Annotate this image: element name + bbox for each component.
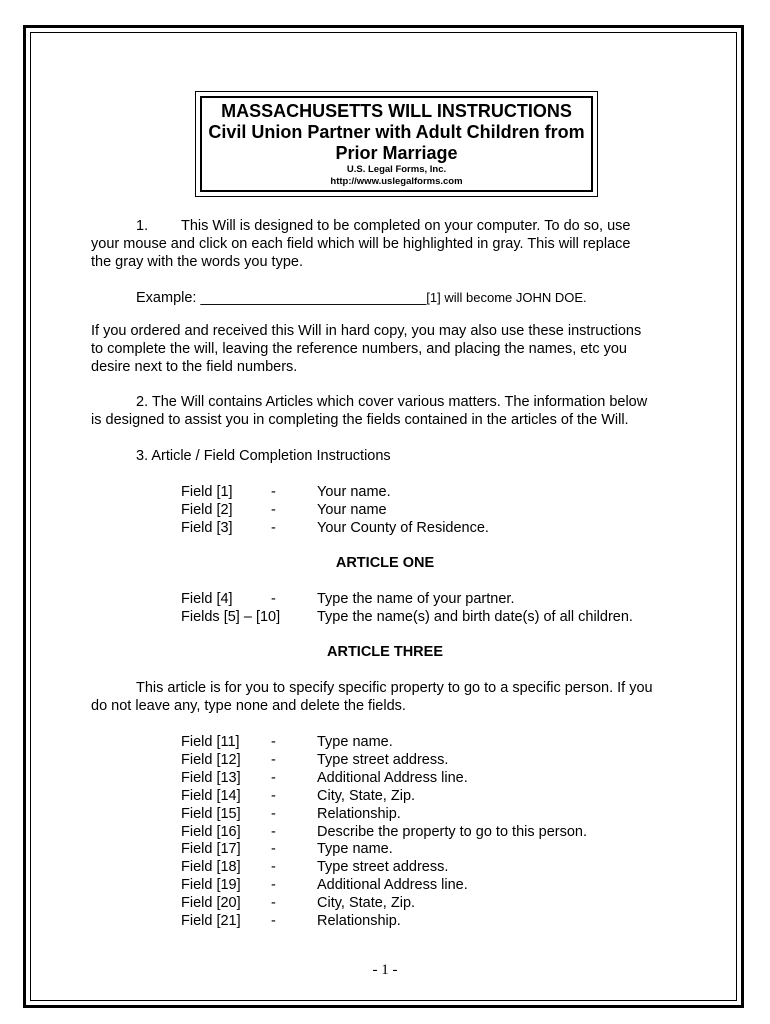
example-label: Example: ____________________________ bbox=[136, 290, 427, 306]
field-description: Type the name of your partner. bbox=[317, 591, 515, 607]
company-website: http://www.uslegalforms.com bbox=[330, 176, 463, 187]
paragraph-1-number: 1. bbox=[136, 218, 149, 234]
field-label: Field [20] bbox=[181, 895, 241, 911]
field-description: Your name bbox=[317, 502, 387, 518]
field-label: Field [13] bbox=[181, 770, 241, 786]
field-label: Fields [5] – [10] bbox=[181, 609, 281, 625]
field-description: Type name. bbox=[317, 841, 393, 857]
field-label: Field [3] bbox=[181, 520, 233, 536]
field-dash: - bbox=[271, 591, 276, 607]
field-dash: - bbox=[271, 734, 276, 750]
field-dash: - bbox=[271, 806, 276, 822]
paragraph-1-line3: the gray with the words you type. bbox=[91, 254, 303, 270]
document-subtitle-line1: Civil Union Partner with Adult Children from bbox=[208, 122, 585, 142]
field-description: Type street address. bbox=[317, 859, 449, 875]
field-description: Describe the property to go to this person. bbox=[317, 824, 588, 840]
field-dash: - bbox=[271, 484, 276, 500]
field-description: Type street address. bbox=[317, 752, 449, 768]
field-dash: - bbox=[271, 913, 276, 929]
field-dash: - bbox=[271, 859, 276, 875]
article-three-paragraph-line2: do not leave any, type none and delete the fields. bbox=[91, 698, 406, 714]
paragraph-2-line1: 2. The Will contains Articles which cover various matters. The information below bbox=[136, 394, 648, 410]
field-description: Additional Address line. bbox=[317, 877, 468, 893]
field-description: Relationship. bbox=[317, 806, 401, 822]
field-label: Field [17] bbox=[181, 841, 241, 857]
hardcopy-line2: to complete the will, leaving the reference numbers, and placing the names, etc you bbox=[91, 341, 627, 357]
field-label: Field [16] bbox=[181, 824, 241, 840]
field-description: Type name. bbox=[317, 734, 393, 750]
title-box-inner bbox=[200, 96, 593, 192]
paragraph-2-line2: is designed to assist you in completing the fields contained in the articles of the Will. bbox=[91, 412, 629, 428]
field-description: Your name. bbox=[317, 484, 391, 500]
field-label: Field [12] bbox=[181, 752, 241, 768]
paragraph-3: 3. Article / Field Completion Instructions bbox=[136, 448, 391, 464]
company-name: U.S. Legal Forms, Inc. bbox=[346, 164, 447, 175]
field-description: Additional Address line. bbox=[317, 770, 468, 786]
field-label: Field [1] bbox=[181, 484, 233, 500]
field-label: Field [18] bbox=[181, 859, 241, 875]
paragraph-1-line1: This Will is designed to be completed on your computer. To do so, use bbox=[181, 218, 631, 234]
field-description: Relationship. bbox=[317, 913, 401, 929]
field-dash: - bbox=[271, 752, 276, 768]
field-description: City, State, Zip. bbox=[317, 788, 416, 804]
example-tail: [1] will become JOHN DOE. bbox=[426, 290, 587, 305]
field-dash: - bbox=[271, 895, 276, 911]
paragraph-1-line2: your mouse and click on each field which will be highlighted in gray. This will replace bbox=[91, 236, 631, 252]
example-line bbox=[136, 289, 587, 307]
field-label: Field [21] bbox=[181, 913, 241, 929]
field-dash: - bbox=[271, 788, 276, 804]
hardcopy-line3: desire next to the field numbers. bbox=[91, 359, 298, 375]
field-label: Field [2] bbox=[181, 502, 233, 518]
field-label: Field [19] bbox=[181, 877, 241, 893]
field-label: Field [11] bbox=[181, 734, 240, 750]
field-dash: - bbox=[271, 877, 276, 893]
document-subtitle-line2: Prior Marriage bbox=[335, 143, 458, 163]
document-title: MASSACHUSETTS WILL INSTRUCTIONS bbox=[221, 101, 572, 121]
field-description: City, State, Zip. bbox=[317, 895, 416, 911]
field-description: Type the name(s) and birth date(s) of all children. bbox=[317, 609, 633, 625]
title-box bbox=[195, 91, 598, 197]
page-number: - 1 - bbox=[372, 962, 398, 978]
field-dash: - bbox=[271, 824, 276, 840]
field-label: Field [15] bbox=[181, 806, 241, 822]
article-three-heading: ARTICLE THREE bbox=[327, 644, 443, 660]
field-label: Field [4] bbox=[181, 591, 233, 607]
field-dash: - bbox=[271, 841, 276, 857]
article-one-heading: ARTICLE ONE bbox=[335, 555, 435, 571]
field-dash: - bbox=[271, 770, 276, 786]
field-description: Your County of Residence. bbox=[317, 520, 489, 536]
field-label: Field [14] bbox=[181, 788, 241, 804]
hardcopy-line1: If you ordered and received this Will in hard copy, you may also use these instructions bbox=[91, 323, 642, 339]
field-dash: - bbox=[271, 502, 276, 518]
field-dash: - bbox=[271, 520, 276, 536]
article-three-paragraph-line1: This article is for you to specify specific property to go to a specific person. If you bbox=[136, 680, 653, 696]
